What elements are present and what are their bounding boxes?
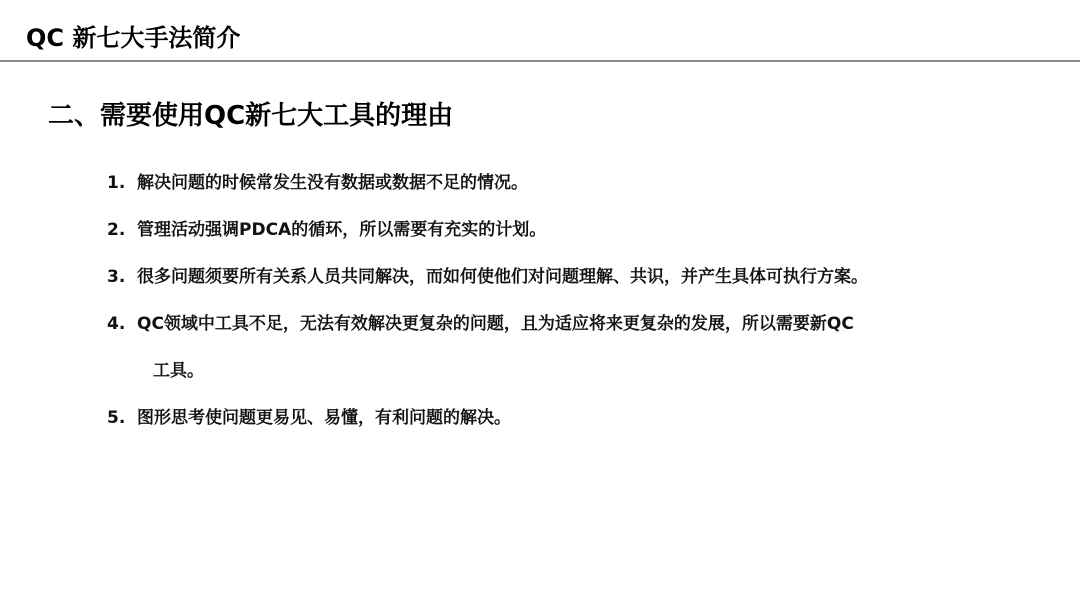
list-item [107,207,1057,254]
slide-header [0,0,1080,62]
list-item [107,395,1057,442]
list-item-number: 5. [107,408,126,428]
list-item-text: 管理活动强调PDCA的循环，所以需要有充实的计划。 [137,220,547,240]
list-item-number: 1. [107,173,126,193]
list-item [107,254,1057,301]
list-item-text: 很多问题须要所有关系人员共同解决，而如何使他们对问题理解、共识，并产生具体可执行方案。 [137,267,868,287]
list-item-text: 图形思考使问题更易见、易懂，有利问题的解决。 [137,408,511,428]
list-item-number: 4. [107,314,126,334]
list-item-number: 2. [107,220,126,240]
header-title: QC 新七大手法简介 [26,24,241,52]
list-item-number: 3. [107,267,126,287]
list-item [107,160,1057,207]
list-item-text: 解决问题的时候常发生没有数据或数据不足的情况。 [137,173,528,193]
list-item-continuation: 工具。 [153,361,204,381]
list-item-text: QC领域中工具不足，无法有效解决更复杂的问题，且为适应将来更复杂的发展，所以需要新QC [137,314,854,334]
reasons-list [107,160,1057,442]
section-title: 二、需要使用QC新七大工具的理由 [48,101,454,131]
list-item [107,301,1057,395]
